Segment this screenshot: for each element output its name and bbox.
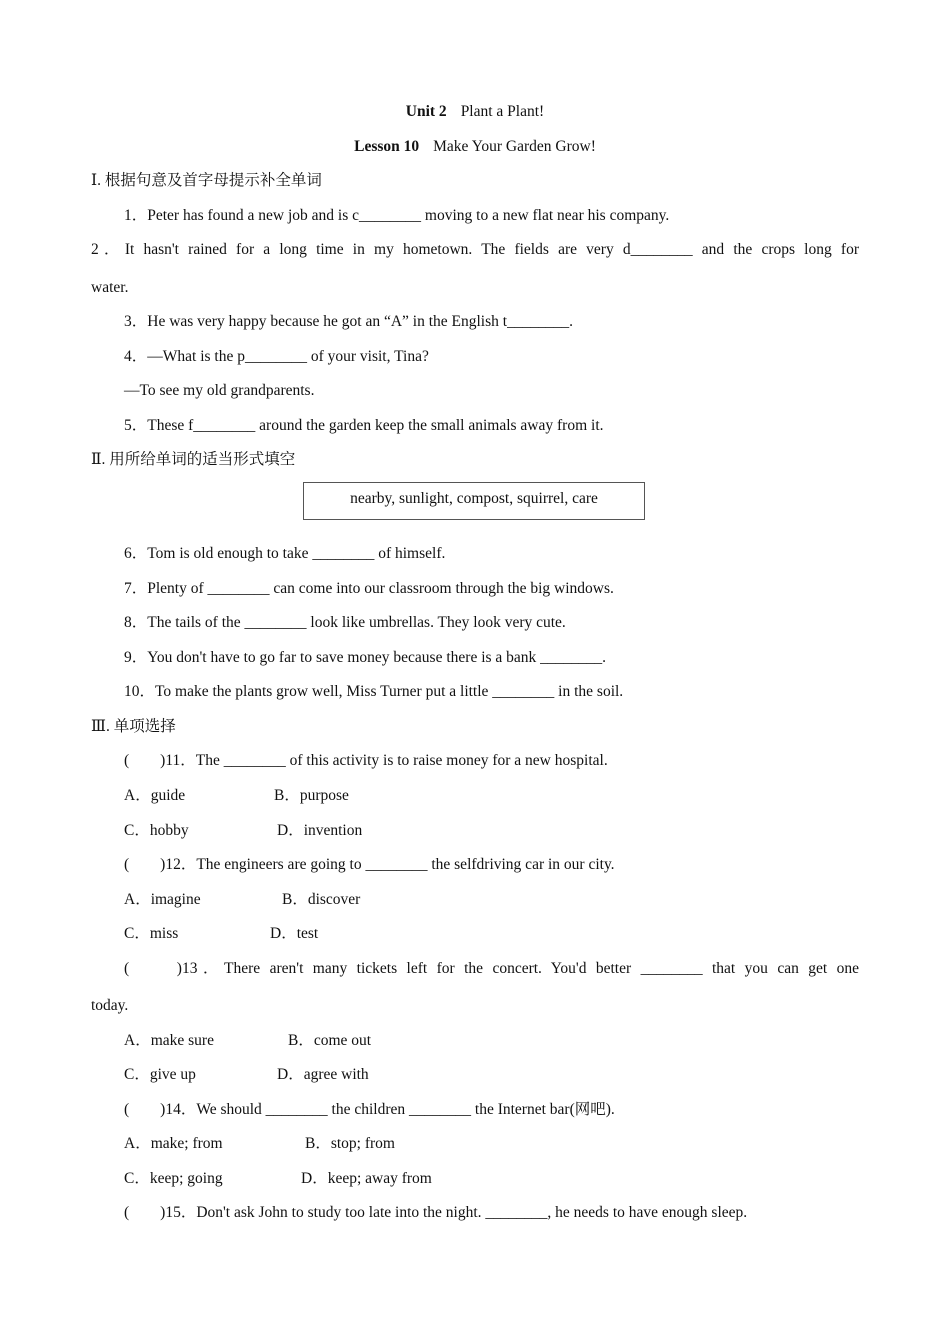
- question-15: ( )15．Don't ask John to study too late into the night. ________, he needs to have enough sleep.: [124, 1204, 748, 1221]
- question-10: 10．To make the plants grow well, Miss Turner put a little ________ in the soil.: [124, 683, 624, 700]
- option-13-b: B．come out: [288, 1032, 372, 1049]
- option-14-a: A．make; from: [124, 1135, 223, 1152]
- question-11: ( )11．The ________ of this activity is to raise money for a new hospital.: [124, 752, 608, 769]
- option-14-c: C．keep; going: [124, 1170, 223, 1187]
- section2-heading: Ⅱ. 用所给单词的适当形式填空: [91, 451, 296, 468]
- lesson-label: Lesson 10: [354, 138, 420, 155]
- option-11-b: B．purpose: [274, 787, 349, 804]
- question-3: 3．He was very happy because he got an “A” in the English t________.: [124, 313, 573, 330]
- lesson-name: Make Your Garden Grow!: [433, 138, 596, 155]
- section3-heading: Ⅲ. 单项选择: [91, 718, 176, 735]
- question-9: 9．You don't have to go far to save money because there is a bank ________.: [124, 649, 607, 666]
- question-4: 4．—What is the p________ of your visit, Tina?: [124, 348, 429, 365]
- unit-label: Unit 2: [405, 103, 447, 120]
- option-14-b: B．stop; from: [305, 1135, 395, 1152]
- question-4-answer: —To see my old grandparents.: [124, 382, 315, 399]
- question-13: ( )13．There aren't many tickets left for the concert. You'd better ________ that you can get one: [124, 960, 859, 977]
- word-bank-box: nearby, sunlight, compost, squirrel, care: [303, 482, 645, 520]
- lesson-title: [0, 137, 950, 157]
- option-12-c: C．miss: [124, 925, 179, 942]
- question-1: 1．Peter has found a new job and is c________ moving to a new flat near his company.: [124, 207, 670, 224]
- question-8: 8．The tails of the ________ look like umbrellas. They look very cute.: [124, 614, 566, 631]
- option-12-a: A．imagine: [124, 891, 201, 908]
- option-12-b: B．discover: [282, 891, 361, 908]
- unit-title: [0, 102, 950, 122]
- question-6: 6．Tom is old enough to take ________ of himself.: [124, 545, 446, 562]
- option-13-d: D．agree with: [277, 1066, 369, 1083]
- option-11-d: D．invention: [277, 822, 363, 839]
- question-2: 2．It hasn't rained for a long time in my hometown. The fields are very d________ and the crops long for: [91, 241, 859, 258]
- section1-heading: Ⅰ. 根据句意及首字母提示补全单词: [91, 172, 322, 189]
- option-13-a: A．make sure: [124, 1032, 214, 1049]
- question-12: ( )12．The engineers are going to ________ the selfdriving car in our city.: [124, 856, 615, 873]
- question-7: 7．Plenty of ________ can come into our classroom through the big windows.: [124, 580, 614, 597]
- option-11-c: C．hobby: [124, 822, 189, 839]
- option-14-d: D．keep; away from: [301, 1170, 432, 1187]
- question-13-continuation: today.: [91, 997, 129, 1014]
- question-2-continuation: water.: [91, 279, 129, 296]
- option-12-d: D．test: [270, 925, 319, 942]
- unit-name: Plant a Plant!: [460, 103, 545, 120]
- option-11-a: A．guide: [124, 787, 186, 804]
- question-5: 5．These f________ around the garden keep the small animals away from it.: [124, 417, 604, 434]
- question-14: ( )14．We should ________ the children ________ the Internet bar(网吧).: [124, 1101, 615, 1118]
- option-13-c: C．give up: [124, 1066, 196, 1083]
